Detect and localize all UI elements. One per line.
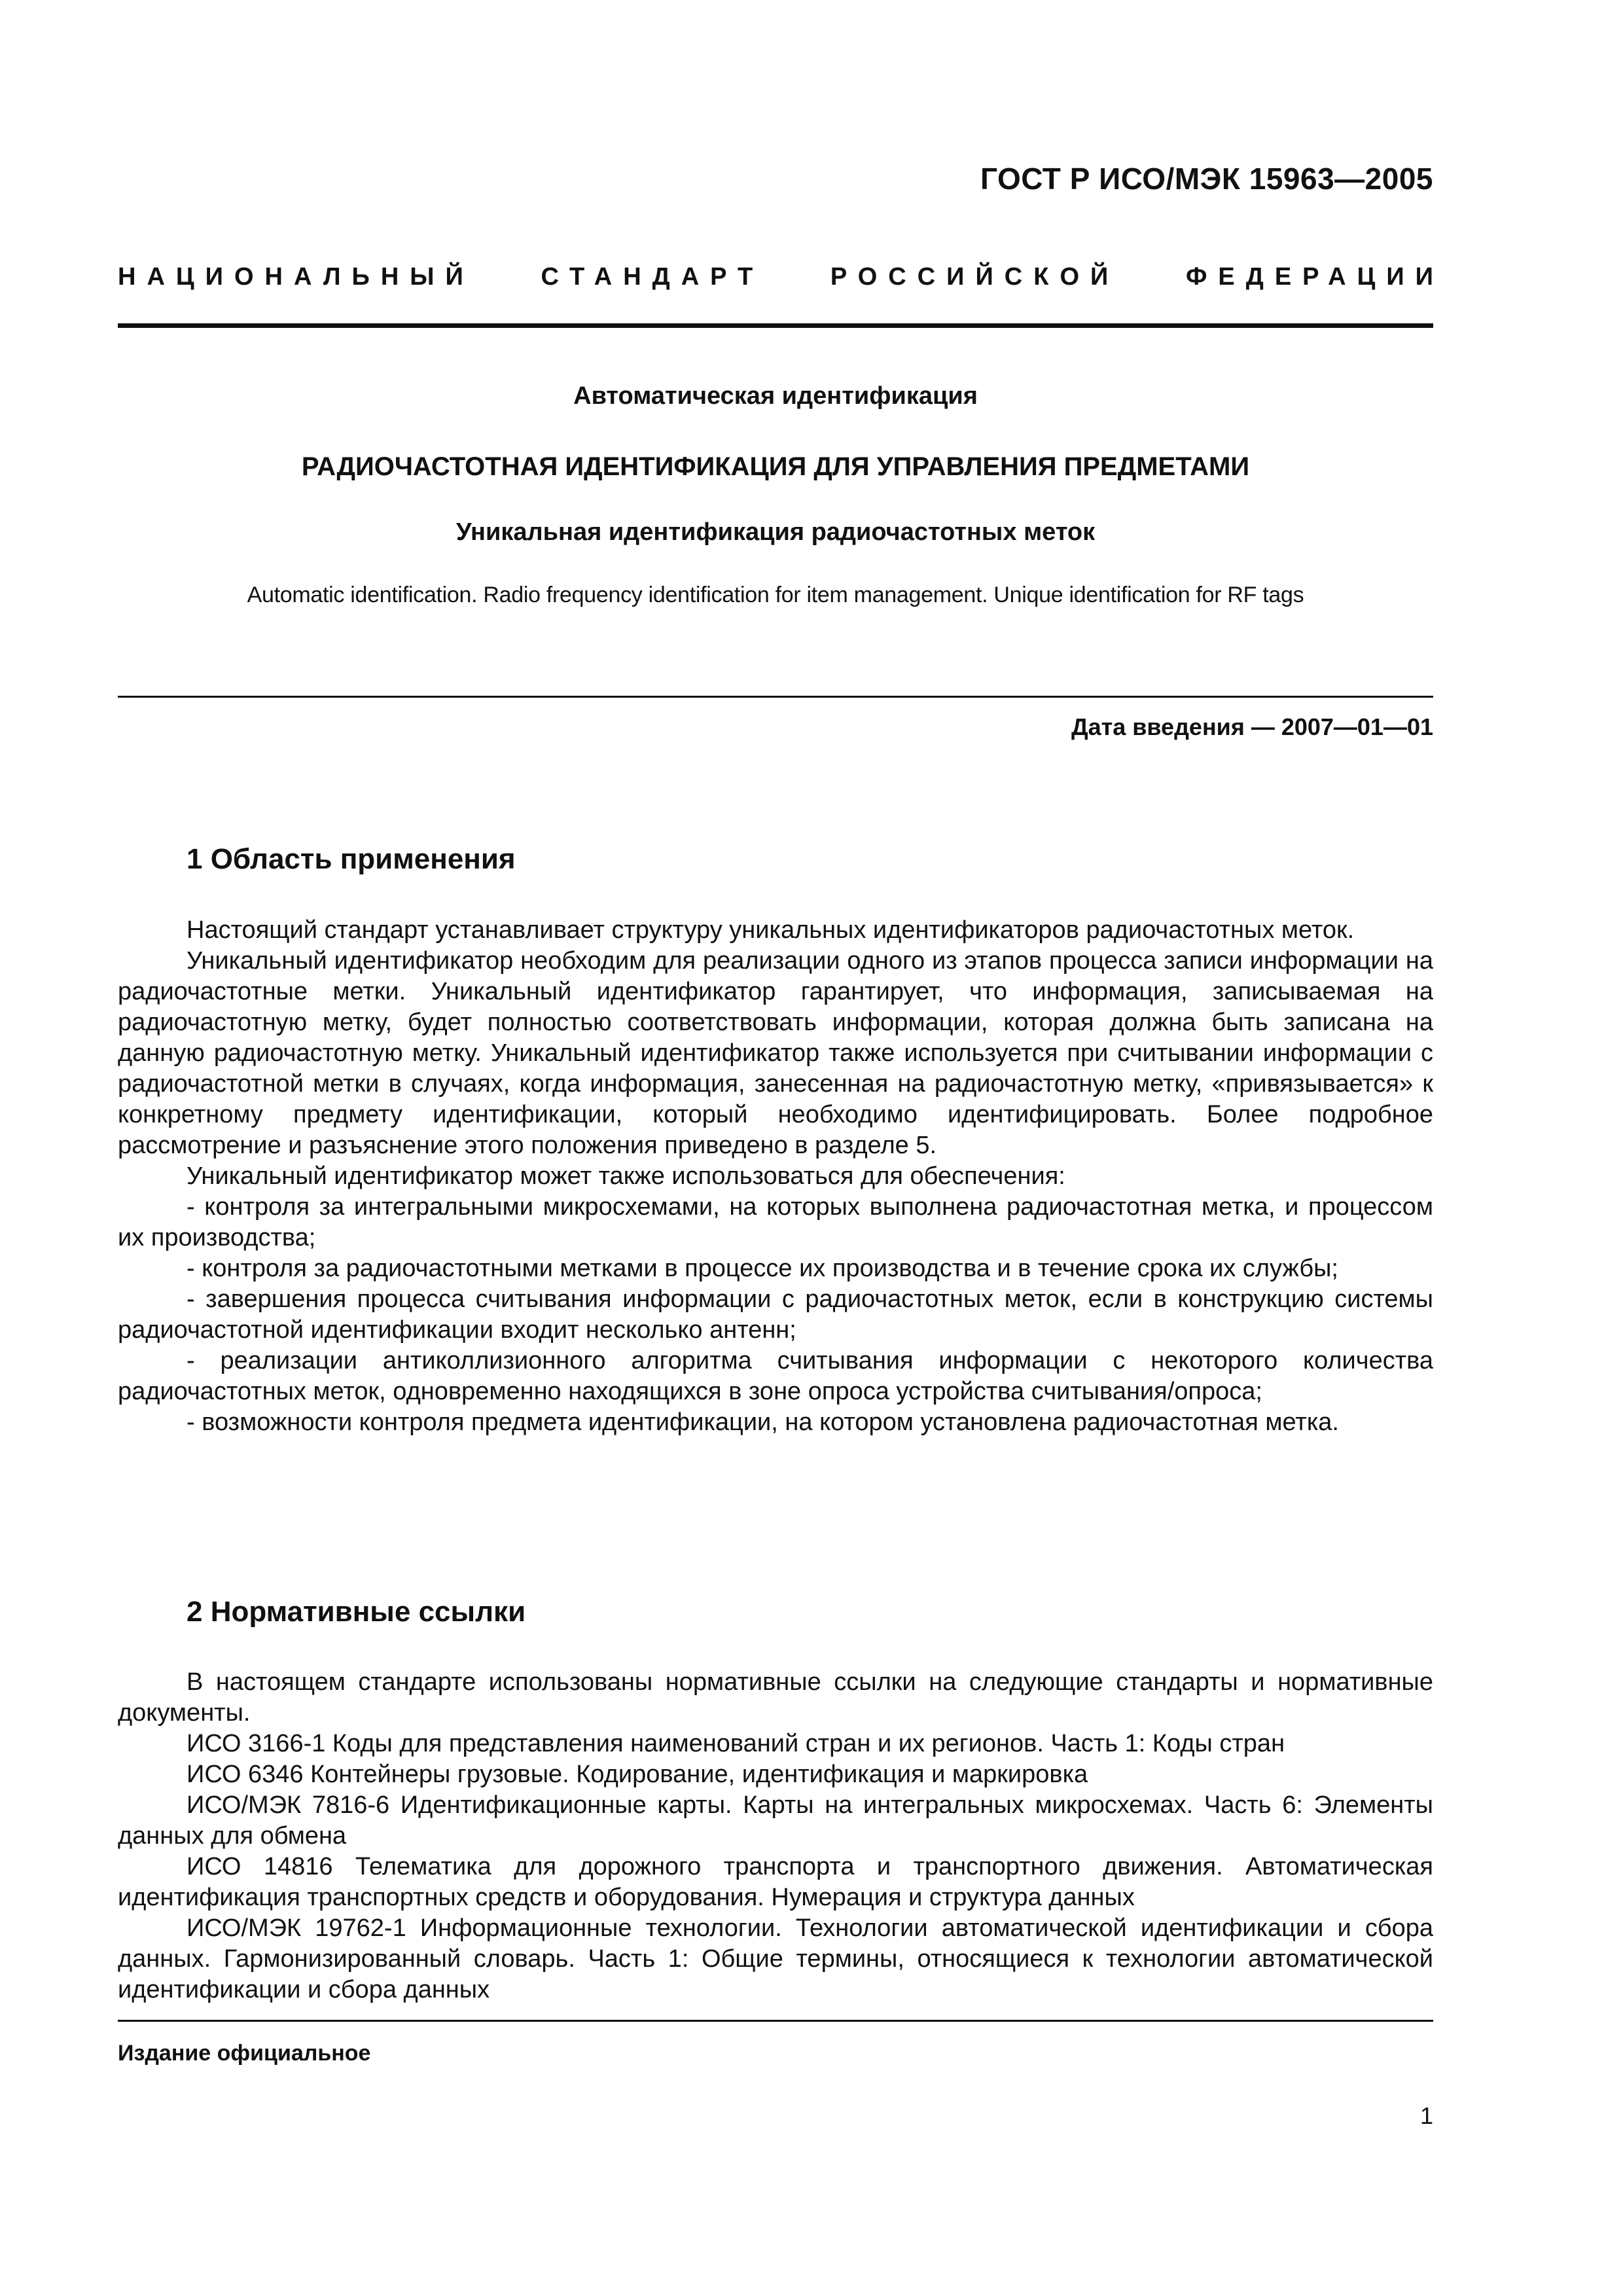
paragraph: В настоящем стандарте использованы нормативные ссылки на следующие стандарты и нормативные документы. bbox=[118, 1668, 1433, 1727]
heading-word: СТАНДАРТ bbox=[541, 263, 764, 291]
standard-designation: ГОСТ Р ИСО/МЭК 15963—2005 bbox=[980, 162, 1433, 196]
national-standard-heading bbox=[118, 263, 1444, 291]
title-line-2: РАДИОЧАСТОТНАЯ ИДЕНТИФИКАЦИЯ ДЛЯ УПРАВЛЕНИЯ ПРЕДМЕТАМИ bbox=[301, 452, 1250, 481]
section-2-body bbox=[118, 1667, 1433, 2005]
reference-item: ИСО 14816 Телематика для дорожного транспорта и транспортного движения. Автоматическая идентификация транспортных средств и оборудования. Нумерация и структура данных bbox=[118, 1853, 1433, 1911]
title-line-1: Автоматическая идентификация bbox=[573, 382, 978, 410]
paragraph: Уникальный идентификатор может также использоваться для обеспечения: bbox=[187, 1162, 1065, 1190]
list-item: - возможности контроля предмета идентификации, на котором установлена радиочастотная метка. bbox=[187, 1408, 1339, 1436]
reference-item: ИСО 6346 Контейнеры грузовые. Кодирование, идентификация и маркировка bbox=[187, 1761, 1088, 1788]
list-item: - контроля за интегральными микросхемами, на которых выполнена радиочастотная метка, и процессом их производства; bbox=[118, 1193, 1433, 1251]
section-1-heading: 1 Область применения bbox=[187, 843, 516, 875]
reference-item: ИСО/МЭК 19762-1 Информационные технологии. Технологии автоматической идентификации и сбора данных. Гармонизированный словарь. Часть 1: Общие термины, относящиеся к технологии автоматической идентификации и сбора данных bbox=[118, 1914, 1433, 2003]
reference-item: ИСО 3166-1 Коды для представления наименований стран и их регионов. Часть 1: Коды стран bbox=[187, 1730, 1285, 1757]
heading-word: ФЕДЕРАЦИИ bbox=[1185, 263, 1444, 291]
title-line-3: Уникальная идентификация радиочастотных меток bbox=[455, 518, 1096, 546]
page-number: 1 bbox=[1419, 2102, 1433, 2129]
list-item: - реализации антиколлизионного алгоритма считывания информации с некоторого количества радиочастотных меток, одновременно находящихся в зоне опроса устройства считывания/опроса; bbox=[118, 1347, 1433, 1405]
section-1-body bbox=[118, 915, 1433, 1438]
list-item: - завершения процесса считывания информации с радиочастотных меток, если в конструкцию системы радиочастотной идентификации входит несколько антенн; bbox=[118, 1285, 1433, 1344]
introduction-date: Дата введения — 2007—01—01 bbox=[1071, 713, 1433, 740]
section-2-heading: 2 Нормативные ссылки bbox=[187, 1596, 526, 1628]
paragraph: Настоящий стандарт устанавливает структуру уникальных идентификаторов радиочастотных меток. bbox=[187, 916, 1355, 944]
reference-item: ИСО/МЭК 7816-6 Идентификационные карты. Карты на интегральных микросхемах. Часть 6: Элементы данных для обмена bbox=[118, 1791, 1433, 1850]
list-item: - контроля за радиочастотными метками в процессе их производства и в течение срока их службы; bbox=[187, 1255, 1338, 1282]
paragraph: Уникальный идентификатор необходим для реализации одного из этапов процесса записи информации на радиочастотные метки. Уникальный идентификатор гарантирует, что информация, записываемая на радиочастотную метку, будет полностью соответствовать информации, которая должна быть записана на данную радиочастотную метку. Уникальный идентификатор также используется при считывании информации с радиочастотной метки в случаях, когда информация, занесенная на радиочастотную метку, «привязывается» к конкретному предмету идентификации, который необходимо идентифицировать. Более подробное рассмотрение и разъяснение этого положения приведено в разделе 5. bbox=[118, 947, 1433, 1159]
english-title: Automatic identification. Radio frequency identification for item management. Unique identification for RF tags bbox=[247, 583, 1304, 607]
title-rule bbox=[118, 696, 1433, 698]
header-rule bbox=[118, 323, 1433, 328]
heading-word: НАЦИОНАЛЬНЫЙ bbox=[118, 263, 474, 291]
official-edition-label: Издание официальное bbox=[118, 2041, 371, 2066]
footer-rule bbox=[118, 2020, 1433, 2022]
heading-word: РОССИЙСКОЙ bbox=[830, 263, 1120, 291]
